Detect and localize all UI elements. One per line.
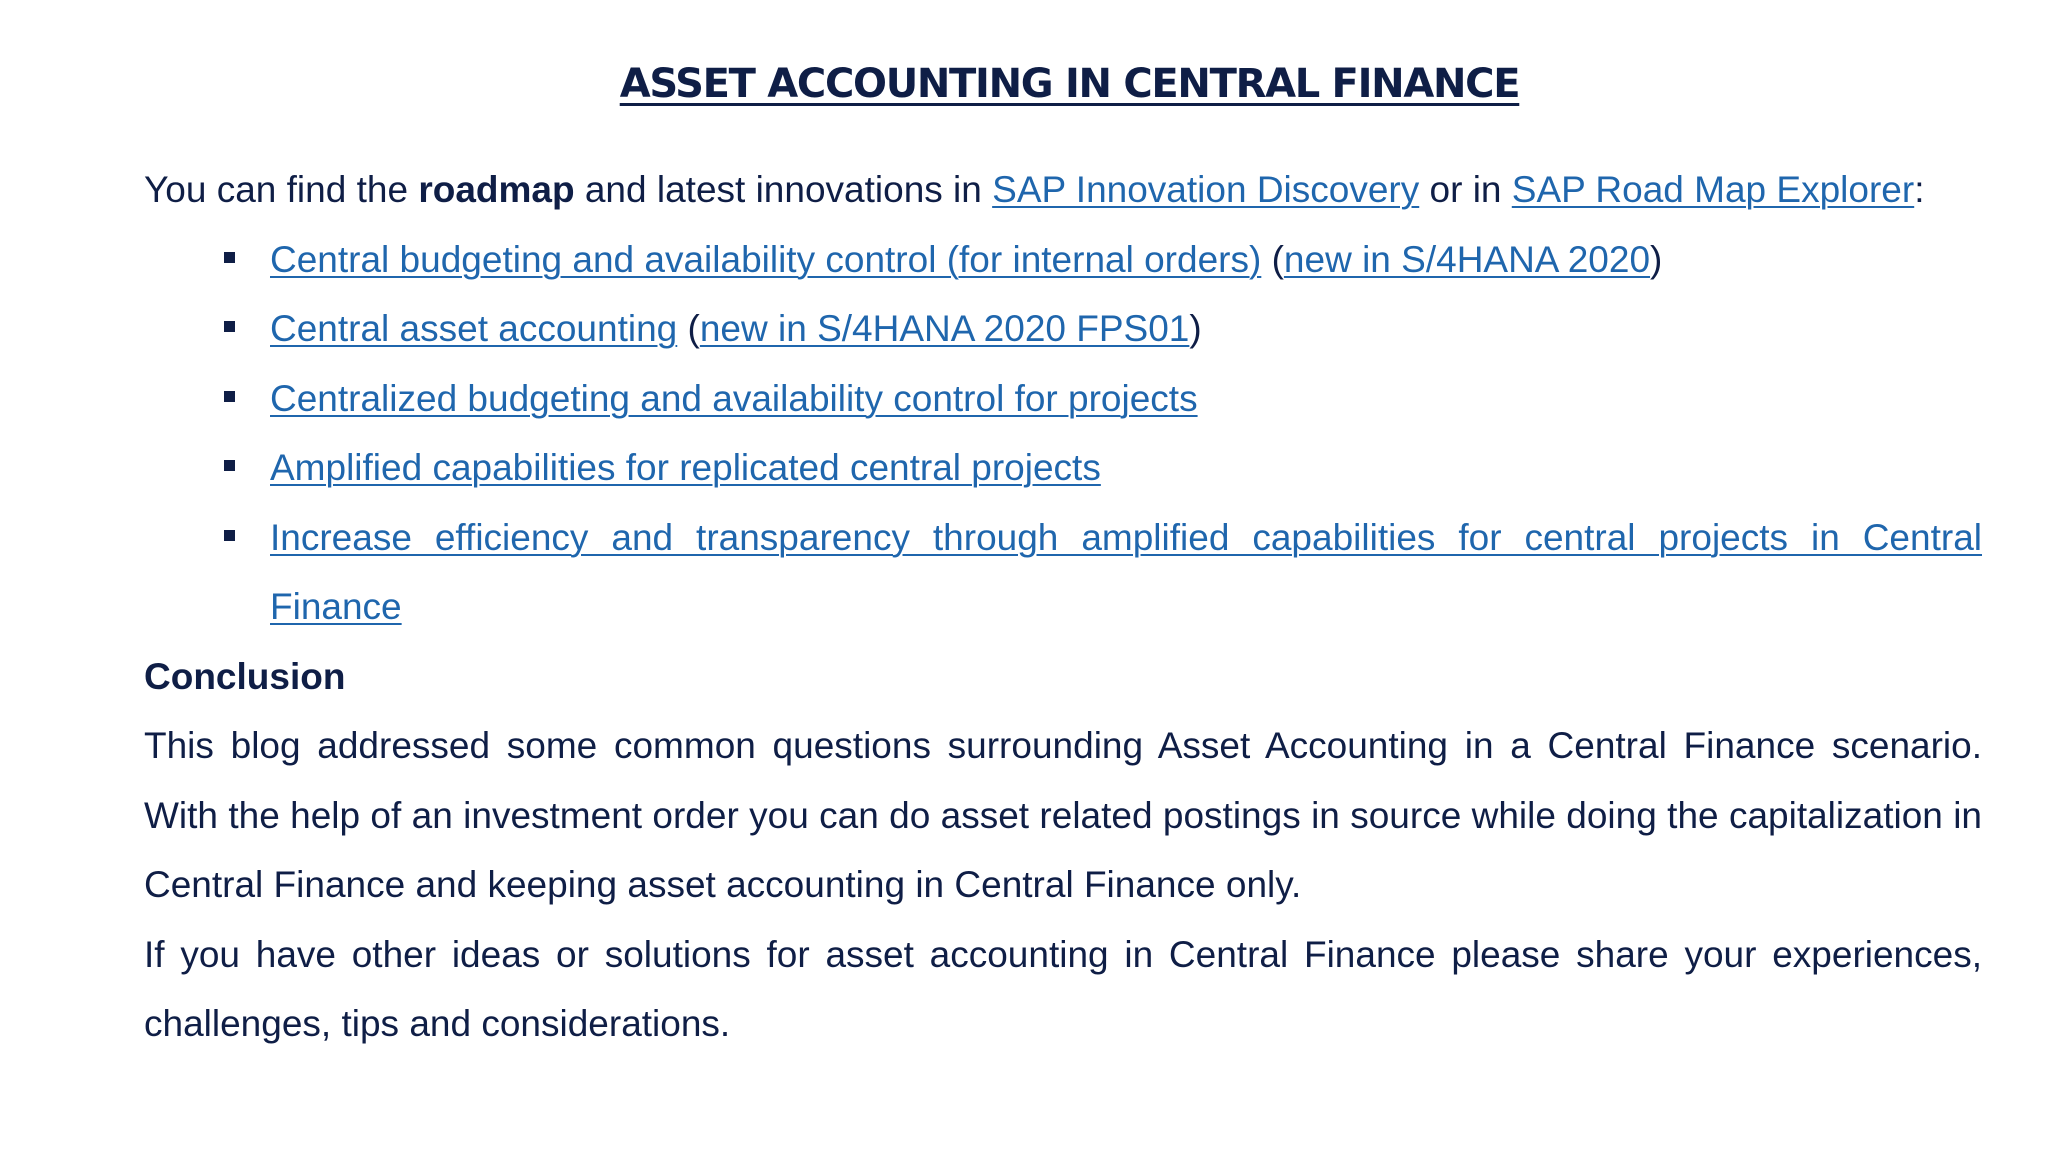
new-in-s4hana-2020-link[interactable]: new in S/4HANA 2020 — [1283, 238, 1651, 280]
centralized-budgeting-projects-link[interactable]: Centralized budgeting and availability control for projects — [270, 377, 1198, 419]
bullet-square-icon — [224, 252, 235, 263]
conclusion-paragraph-2: If you have other ideas or solutions for asset accounting in Central Finance please share your experiences, challenges, tips and considerations. — [144, 933, 1982, 1044]
document-page — [144, 0, 1982, 1152]
central-budgeting-internal-orders-link[interactable]: Central budgeting and availability control (for internal orders) — [270, 238, 1262, 280]
roadmap-bold-text: roadmap — [418, 169, 575, 210]
bullet-square-icon — [224, 321, 235, 332]
bullet-square-icon — [224, 391, 235, 402]
intro-text: and latest innovations in — [574, 169, 993, 210]
sap-innovation-discovery-link[interactable]: SAP Innovation Discovery — [992, 169, 1420, 210]
bullet-square-icon — [224, 460, 235, 471]
list-item — [270, 294, 1982, 364]
new-in-s4hana-2020-fps01-link[interactable]: new in S/4HANA 2020 FPS01 — [699, 308, 1190, 349]
roadmap-list — [144, 225, 1982, 642]
page-title: ASSET ACCOUNTING IN CENTRAL FINANCE — [619, 61, 1520, 107]
amplified-capabilities-link[interactable]: Amplified capabilities for replicated central projects — [270, 447, 1101, 488]
document-body — [144, 155, 1982, 1059]
paren-close: ) — [1189, 308, 1202, 349]
list-item — [270, 503, 1982, 642]
intro-text: You can find the — [144, 169, 419, 210]
list-item — [270, 225, 1982, 295]
intro-text: : — [1914, 169, 1925, 210]
paren-close: ) — [1650, 238, 1663, 280]
sap-road-map-explorer-link[interactable]: SAP Road Map Explorer — [1511, 169, 1915, 210]
increase-efficiency-link[interactable]: Increase efficiency and transparency through amplified capabilities for central projects in Central Finance — [270, 516, 1982, 627]
list-item — [270, 433, 1982, 503]
conclusion-heading: Conclusion — [144, 655, 346, 697]
list-item — [270, 364, 1982, 434]
conclusion-paragraph: This blog addressed some common questions surrounding Asset Accounting in a Central Finance scenario. With the help of an investment order you can do asset related postings in source while doing the capitalization in Central Finance and keeping asset accounting in Central Finance only. — [144, 725, 1982, 905]
intro-paragraph — [144, 155, 1982, 225]
bullet-square-icon — [224, 530, 235, 541]
central-asset-accounting-link[interactable]: Central asset accounting — [270, 308, 678, 349]
paren-open: ( — [1261, 238, 1284, 280]
intro-text: or in — [1419, 169, 1512, 210]
paren-open: ( — [677, 308, 700, 349]
